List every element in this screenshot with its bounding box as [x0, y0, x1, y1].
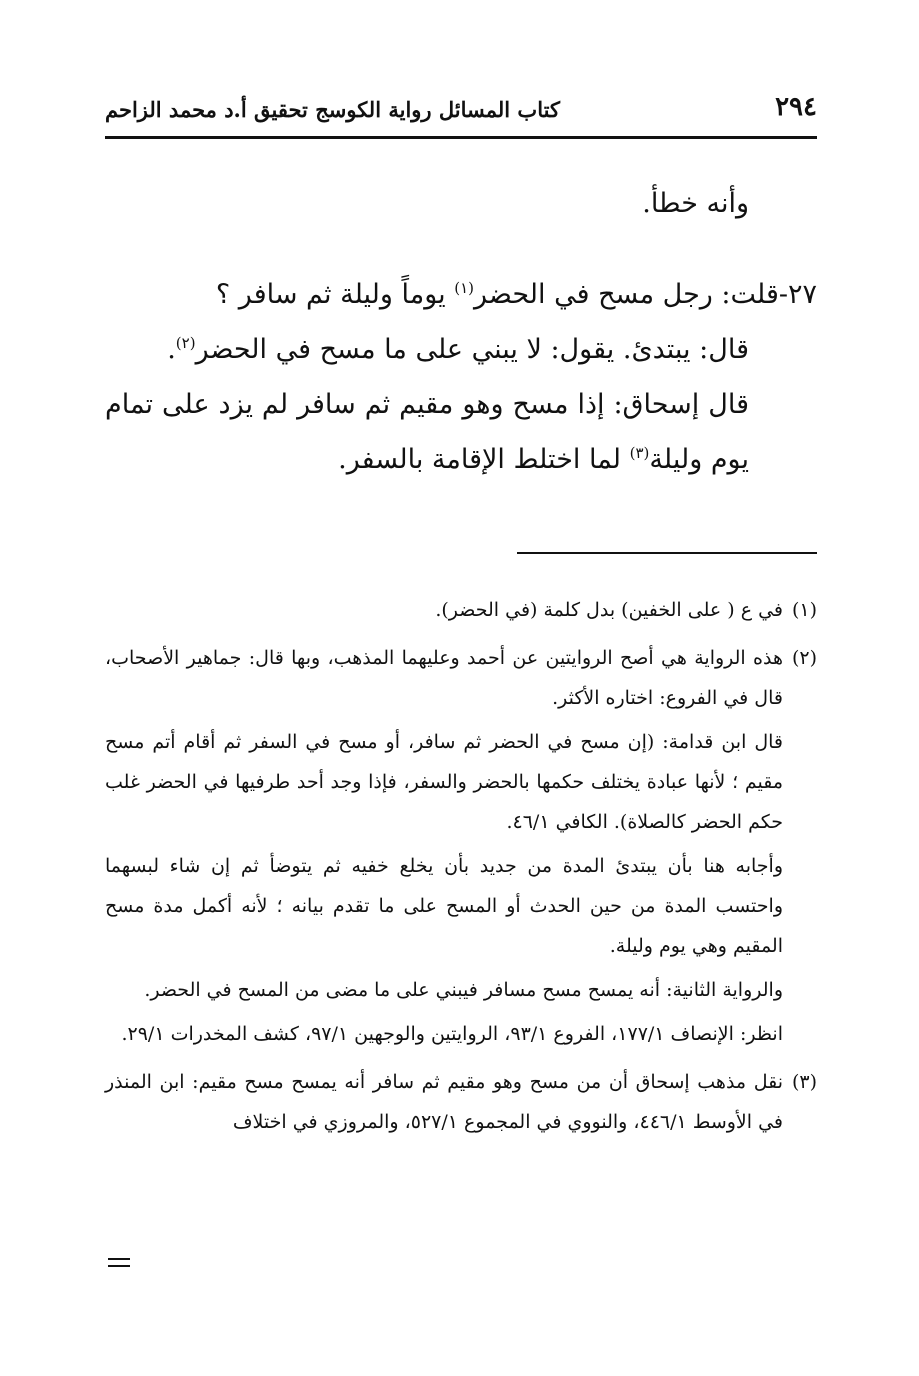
footnotes: [105, 590, 817, 1150]
question-number: ٢٧-: [778, 279, 817, 310]
answer-ishaq: [105, 377, 749, 487]
footnote-1: [105, 590, 817, 634]
footnote-separator: [517, 552, 817, 554]
answer-ahmad-text-a: قال: يبتدئ. يقول: لا يبني على ما مسح في الحضر: [195, 334, 749, 365]
question-27: [105, 267, 817, 322]
footnote-body: [105, 590, 783, 634]
footnote-paragraph: وأجابه هنا بأن يبتدئ المدة من جديد بأن يخلع خفيه ثم يتوضأ ثم إن شاء لبسهما واحتسب المدة من حين الحدث أو المسح على ما تقدم بيانه ؛ لأنه أكمل مدة مسح المقيم وهي يوم وليلة.: [105, 855, 783, 957]
footnote-ref-3: (٣): [629, 444, 650, 462]
paragraph-gap: [105, 231, 817, 267]
answer-ahmad-text-b: .: [167, 334, 176, 365]
answer-ahmad: [105, 322, 749, 377]
footnote-body: [105, 1062, 783, 1146]
answer-ishaq-text-a: قال إسحاق: إذا مسح وهو مقيم ثم سافر لم يزد على تمام يوم وليلة: [105, 389, 749, 475]
footnote-2: [105, 638, 817, 1058]
answers: [105, 322, 817, 487]
footnote-paragraph: والرواية الثانية: أنه يمسح مسح مسافر فيبني على ما مضى من المسح في الحضر.: [144, 979, 783, 1001]
footnote-3: [105, 1062, 817, 1146]
footnote-paragraph: في ع ( على الخفين) بدل كلمة (في الحضر).: [435, 599, 783, 621]
page-number: ٢٩٤: [775, 92, 817, 122]
footnote-ref-2: (٢): [175, 334, 196, 352]
footnote-number: (٢): [791, 647, 817, 669]
running-title: كتاب المسائل رواية الكوسج تحقيق أ.د محمد الزاحم: [105, 97, 560, 122]
footnote-body: [105, 638, 783, 1058]
answer-ishaq-text-b: لما اختلط الإقامة بالسفر.: [338, 444, 630, 475]
continuation-line: وأنه خطأ.: [642, 188, 749, 219]
footnote-number: (٣): [791, 1071, 817, 1093]
header-rule: [105, 136, 817, 139]
footnote-paragraph: انظر: الإنصاف ١٧٧/١، الفروع ٩٣/١، الروايتين والوجهين ٩٧/١، كشف المخدرات ٢٩/١.: [121, 1023, 783, 1045]
continuation-mark: [108, 1258, 130, 1272]
footnote-paragraph: هذه الرواية هي أصح الروايتين عن أحمد وعليهما المذهب، وبها قال: جماهير الأصحاب، قال في الفروع: اختاره الأكثر.: [105, 647, 783, 709]
footnote-ref-1: (١): [454, 279, 475, 297]
main-text: [105, 176, 817, 487]
footnote-number: (١): [791, 599, 817, 621]
question-text-a: قلت: رجل مسح في الحضر: [474, 279, 779, 310]
question-text: [105, 267, 779, 322]
running-header: [105, 92, 817, 122]
footnote-paragraph: قال ابن قدامة: (إن مسح في الحضر ثم سافر، أو مسح في السفر ثم أقام أتم مسح مقيم ؛ لأنها عبادة يختلف حكمها بالحضر والسفر، فإذا وجد أحد طرفيها في الحضر غلب حكم الحضر كالصلاة). الكافي ٤٦/١.: [105, 731, 783, 833]
footnote-paragraph: نقل مذهب إسحاق أن من مسح وهو مقيم ثم سافر أنه يمسح مسح مقيم: ابن المنذر في الأوسط ٤٤٦/١، والنووي في المجموع ٥٢٧/١، والمروزي في اختلاف: [105, 1071, 783, 1133]
question-text-b: يوماً وليلة ثم سافر ؟: [215, 279, 455, 310]
